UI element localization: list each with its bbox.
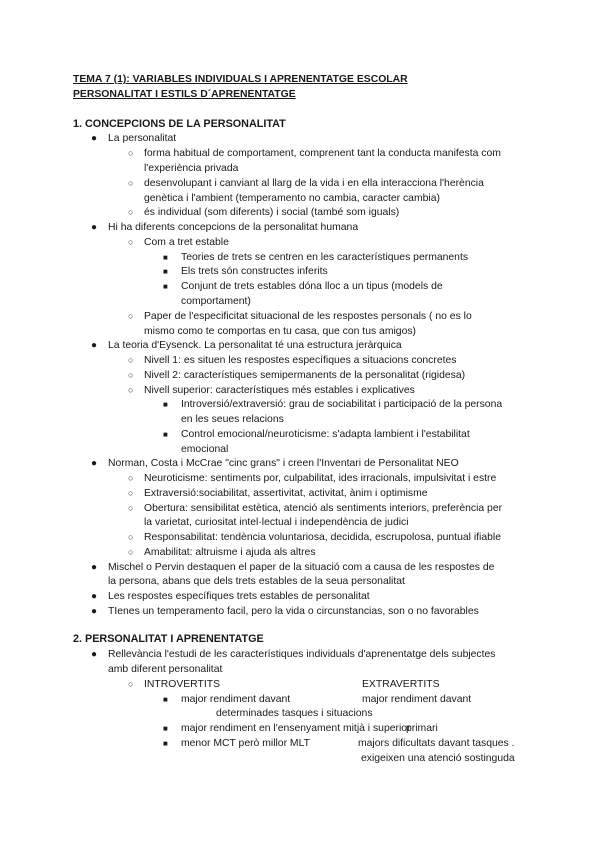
list-item: Les respostes específiques trets estables de personalitat: [108, 591, 370, 602]
circle-bullet-icon: ○: [128, 370, 134, 380]
bullet-icon: ●: [91, 222, 98, 233]
list-item-cont: comportament): [181, 296, 251, 307]
row-3-left: menor MCT però millor MLT: [181, 738, 310, 749]
row-3-right: majors dificultats davant tasques .: [358, 738, 515, 749]
circle-bullet-icon: ○: [128, 237, 134, 247]
list-item: Mischel o Pervin destaquen el paper de la situació com a causa de les respostes de: [108, 562, 495, 573]
list-item-cont: genètica i l'ambient (temperamento no cambia, caracter cambia): [144, 193, 440, 204]
circle-bullet-icon: ○: [128, 311, 134, 321]
list-item-cont: mismo como te comportas en tu casa, que con tus amigos): [144, 326, 417, 337]
list-item: desenvolupant i canviant al llarg de la vida i en ella interacciona l'herència: [144, 178, 484, 189]
square-bullet-icon: ■: [163, 253, 168, 262]
square-bullet-icon: ■: [163, 282, 168, 291]
list-item: Nivell 2: característiques semipermanents de la personalitat (rigidesa): [144, 370, 466, 381]
list-item: Hi ha diferents concepcions de la personalitat humana: [108, 222, 359, 233]
square-bullet-icon: ■: [163, 695, 168, 704]
document-title: [73, 72, 408, 102]
list-item: Els trets són constructes inferits: [181, 266, 328, 277]
list-item: Extraversió:sociabilitat, assertivitat, activitat, ànim i optimisme: [144, 488, 428, 499]
column-extravertits: EXTRAVERTITS: [362, 679, 440, 690]
list-item: La personalitat: [108, 133, 177, 144]
bullet-icon: ●: [91, 458, 98, 469]
list-item-cont: la varietat, curiositat intel·lectual i independència de judici: [144, 517, 409, 528]
list-item: Paper de l'especificitat situacional de les respostes personals ( no es lo: [144, 311, 472, 322]
row-1-left: major rendiment davant: [181, 694, 291, 705]
list-item: TIenes un temperamento facil, pero la vida o circunstancias, son o no favorables: [108, 606, 479, 617]
circle-bullet-icon: ○: [128, 207, 134, 217]
list-item: Neuroticisme: sentiments por, culpabilitat, ides irracionals, impulsivitat i estre: [144, 473, 497, 484]
list-item: Control emocional/neuroticisme: s'adapta lambient i l'estabilitat: [181, 429, 470, 440]
list-item: La teoria d'Eysenck. La personalitat té una estructura jeràrquica: [108, 340, 402, 351]
list-item: Amabilitat: altruisme i ajuda als altres: [144, 547, 316, 558]
square-bullet-icon: ■: [163, 739, 168, 748]
circle-bullet-icon: ○: [128, 547, 134, 557]
list-item-cont: en les seues relacions: [181, 414, 284, 425]
list-item: Responsabilitat: tendència voluntariosa, decidida, escrupolosa, puntual ifiable: [144, 532, 501, 543]
title-line-1: TEMA 7 (1): VARIABLES INDIVIDUALS I APRENENTATGE ESCOLAR: [73, 74, 408, 85]
row-2-left: major rendiment en l'ensenyament mitjà i superior: [181, 723, 411, 734]
row-2-right: primari: [406, 723, 438, 734]
list-item: forma habitual de comportament, comprenent tant la conducta manifesta com: [144, 148, 501, 159]
circle-bullet-icon: ○: [128, 473, 134, 483]
bullet-icon: ●: [91, 133, 98, 144]
list-item: Rellevància l'estudi de les característiques individuals d'aprenentatge dels subjectes: [108, 649, 496, 660]
circle-bullet-icon: ○: [128, 488, 134, 498]
list-item: és individual (som diferents) i social (també som iguals): [144, 207, 400, 218]
row-1-right: major rendiment davant: [362, 694, 472, 705]
row-3-right-cont: exigeixen una atenció sostinguda: [361, 753, 515, 764]
section-2-heading: 2. PERSONALITAT I APRENENTATGE: [73, 633, 264, 645]
list-item: Introversió/extraversió: grau de sociabilitat i participació de la persona: [181, 399, 503, 410]
row-1-center: determinades tasques i situacions: [216, 708, 373, 719]
square-bullet-icon: ■: [163, 724, 168, 733]
title-line-2: PERSONALITAT I ESTILS D´APRENENTATGE: [73, 89, 296, 100]
circle-bullet-icon: ○: [128, 503, 134, 513]
list-item-cont: amb diferent personalitat: [108, 664, 223, 675]
list-item: Nivell superior: característiques més estables i explicatives: [144, 385, 415, 396]
circle-bullet-icon: ○: [128, 679, 134, 689]
bullet-icon: ●: [91, 606, 98, 617]
list-item-cont: la persona, abans que dels trets estables de la seua personalitat: [108, 576, 405, 587]
circle-bullet-icon: ○: [128, 532, 134, 542]
circle-bullet-icon: ○: [128, 178, 134, 188]
list-item: Com a tret estable: [144, 237, 229, 248]
list-item: Nivell 1: es situen les respostes específiques a situacions concretes: [144, 355, 457, 366]
list-item: Obertura: sensibilitat estètica, atenció als sentiments interiors, preferència per: [144, 503, 503, 514]
list-item-cont: l'experiència privada: [144, 163, 239, 174]
square-bullet-icon: ■: [163, 267, 168, 276]
square-bullet-icon: ■: [163, 430, 168, 439]
circle-bullet-icon: ○: [128, 355, 134, 365]
bullet-icon: ●: [91, 591, 98, 602]
bullet-icon: ●: [91, 649, 98, 660]
column-introvertits: INTROVERTITS: [144, 679, 221, 690]
square-bullet-icon: ■: [163, 400, 168, 409]
bullet-icon: ●: [91, 562, 98, 573]
list-item-cont: emocional: [181, 444, 229, 455]
section-1-heading: 1. CONCEPCIONS DE LA PERSONALITAT: [73, 118, 286, 130]
list-item: Teories de trets se centren en les característiques permanents: [181, 252, 469, 263]
list-item: Conjunt de trets estables dóna lloc a un tipus (models de: [181, 281, 443, 292]
circle-bullet-icon: ○: [128, 148, 134, 158]
circle-bullet-icon: ○: [128, 385, 134, 395]
bullet-icon: ●: [91, 340, 98, 351]
list-item: Norman, Costa i McCrae "cinc grans" i creen l'Inventari de Personalitat NEO: [108, 458, 459, 469]
